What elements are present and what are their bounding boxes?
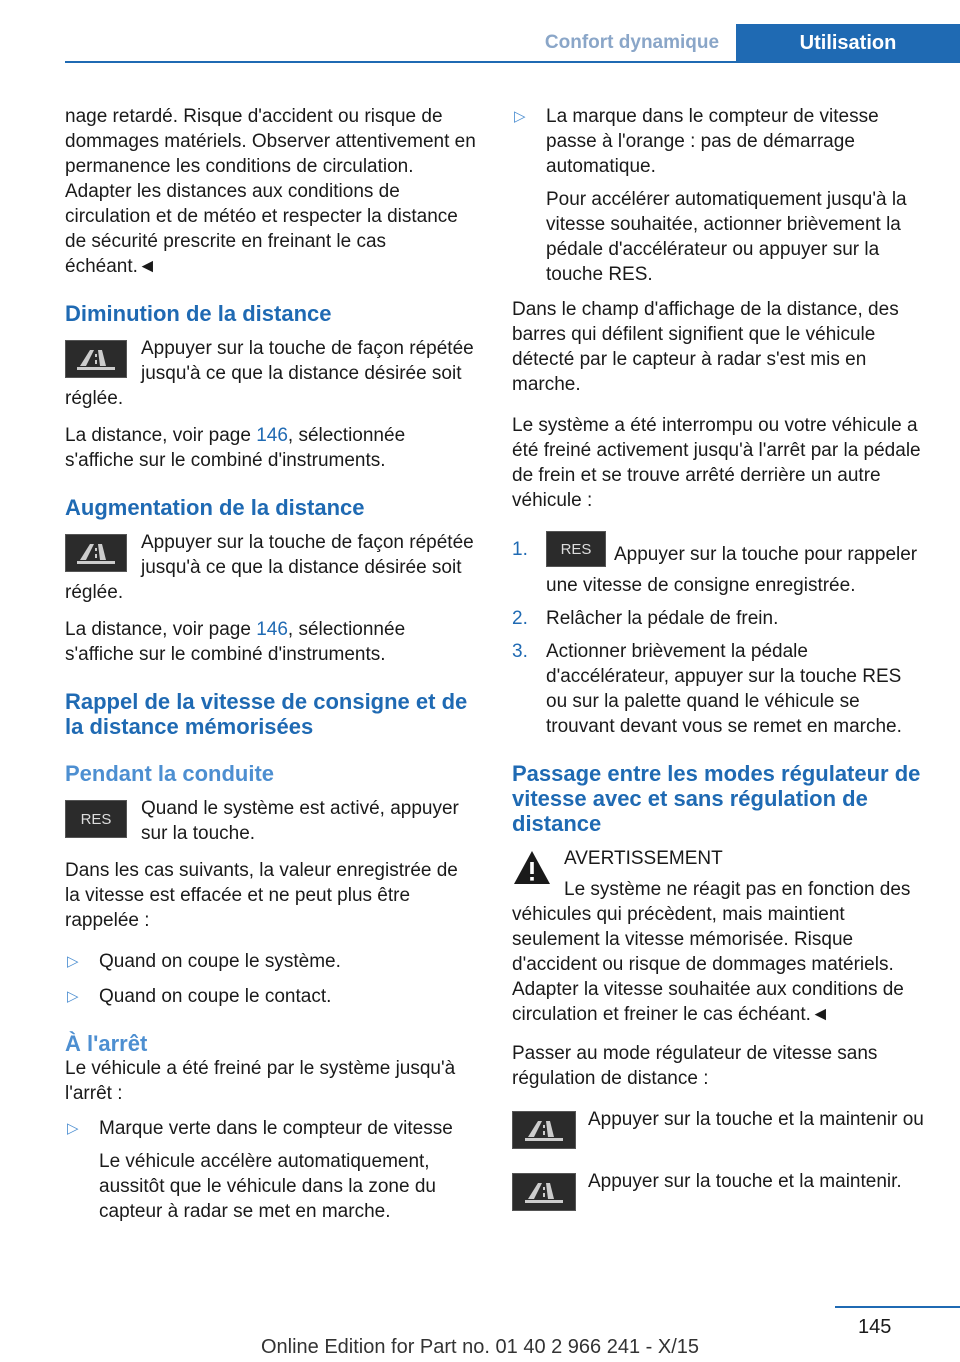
page-link[interactable]: 146 (256, 619, 288, 640)
warning-block (512, 846, 926, 1027)
heading-rappel: Rappel de la vitesse de consigne et de la distance mémorisées (65, 689, 468, 739)
distance-button-block (65, 336, 477, 411)
text: Appuyer sur la touche pour rappeler une vitesse de consigne enregistrée. (546, 544, 918, 596)
list-item (512, 537, 926, 598)
left-column (65, 104, 477, 1234)
text: La marque dans le compteur de vitesse passe à l'orange : pas de démarrage automatique. (546, 106, 879, 177)
text: Actionner brièvement la pédale d'accélérateur, appuyer sur la touche RES ou sur la palette quand le véhicule se trouvant devant vous se remet en marche. (546, 641, 902, 737)
list-subtext: Pour accélérer automatiquement jusqu'à la vitesse souhaitée, actionner brièvement la pédale d'accélérateur ou appuyer sur la touche RES. (546, 189, 907, 285)
heading-diminution: Diminution de la distance (65, 301, 332, 326)
text: Relâcher la pédale de frein. (546, 608, 779, 629)
list-item (65, 949, 477, 974)
paragraph: Dans le champ d'affichage de la distance, des barres qui défilent signifient que le véhicule détecté par le capteur à radar s'est mis en marche. (512, 299, 899, 395)
right-column (512, 104, 926, 1231)
heading-passage: Passage entre les modes régulateur de vitesse avec et sans régulation de distance (512, 761, 921, 836)
bullet-list (65, 1116, 477, 1224)
res-button-icon: RES (546, 531, 606, 567)
chapter-tab[interactable]: Utilisation (736, 24, 960, 62)
dim-text: Appuyer sur la touche de façon répétée jusqu'à ce que la distance désirée soit réglée. (65, 338, 474, 409)
text: La distance, voir page (65, 619, 257, 640)
list-subtext: Le véhicule accélère automatiquement, aussitôt que le véhicule dans la zone du capteur à radar se met en marche. (99, 1151, 436, 1222)
triangle-bullet-icon: ▷ (67, 953, 79, 970)
heading-pendant: Pendant la conduite (65, 761, 275, 786)
distance-button-icon (65, 534, 127, 572)
hold-button-block (512, 1169, 926, 1217)
pendant-text: Quand le système est activé, appuyer sur la touche. (141, 798, 459, 844)
distance-button-icon (512, 1173, 576, 1211)
list-item (65, 1116, 477, 1224)
road-icon (74, 540, 118, 566)
numbered-list (512, 537, 926, 739)
hold-text: Appuyer sur la touche et la maintenir. (588, 1171, 902, 1192)
paragraph: Le système a été interrompu ou votre véhicule a été freiné activement jusqu'à l'arrêt par la pédale de frein et se trouve arrêté derrière un autre véhicule : (512, 415, 921, 511)
heading-augmentation: Augmentation de la distance (65, 495, 365, 520)
bullet-list (512, 104, 926, 287)
warning-title: AVERTISSEMENT (564, 848, 723, 869)
paragraph: Dans les cas suivants, la valeur enregistrée de la vitesse est effacée et ne peut plus être rappelée : (65, 860, 458, 931)
text: Quand on coupe le contact. (99, 986, 332, 1007)
paragraph: Passer au mode régulateur de vitesse sans régulation de distance : (512, 1043, 878, 1089)
edition-footer: Online Edition for Part no. 01 40 2 966 241 - X/15 (260, 1336, 700, 1358)
page-number: 145 (858, 1316, 892, 1338)
res-button-icon: RES (65, 800, 127, 838)
road-icon (522, 1117, 566, 1143)
text: Quand on coupe le système. (99, 951, 341, 972)
footer-rule (835, 1306, 960, 1308)
list-item (65, 984, 477, 1009)
warning-text: Le système ne réagit pas en fonction des véhicules qui précèdent, mais maintient seulement la vitesse mémorisée. Risque d'accident ou risque de dommages matériels. Adapter la vitesse souhaitée aux conditions de circulation et freiner le cas échéant.◄ (512, 879, 911, 1025)
page-link[interactable]: 146 (256, 425, 288, 446)
step-number: 2. (512, 608, 528, 629)
paragraph (65, 617, 477, 667)
distance-button-icon (65, 340, 127, 378)
page-header (528, 24, 960, 62)
list-item (512, 104, 926, 287)
step-number: 1. (512, 539, 528, 560)
bullet-list (65, 949, 477, 1009)
distance-button-icon (512, 1111, 576, 1149)
distance-button-block (65, 530, 477, 605)
hold-button-block (512, 1107, 926, 1155)
heading-arret: À l'arrêt (65, 1031, 148, 1056)
list-item (512, 639, 926, 739)
paragraph (65, 423, 477, 473)
header-rule (65, 61, 960, 63)
warning-triangle-icon (512, 848, 552, 888)
res-button-block (65, 796, 477, 846)
paragraph: Le véhicule a été freiné par le système jusqu'à l'arrêt : (65, 1058, 456, 1104)
triangle-bullet-icon: ▷ (514, 108, 526, 125)
triangle-bullet-icon: ▷ (67, 988, 79, 1005)
text: , sélectionnée s'affiche sur le combiné d'instruments. (65, 425, 406, 471)
triangle-bullet-icon: ▷ (67, 1120, 79, 1137)
text: La distance, voir page (65, 425, 257, 446)
paragraph: nage retardé. Risque d'accident ou risque de dommages matériels. Observer attentivement en permanence les conditions de circulation. Adapter les distances aux conditions de circulation et de météo et respecter la distance de sécurité prescrite en freinant le cas échéant.◄ (65, 106, 476, 277)
section-tab[interactable]: Confort dynamique (544, 32, 720, 53)
hold-text: Appuyer sur la touche et la maintenir ou (588, 1109, 924, 1130)
list-item (512, 606, 926, 631)
road-icon (74, 346, 118, 372)
step-number: 3. (512, 641, 528, 662)
text: Marque verte dans le compteur de vitesse (99, 1118, 453, 1139)
aug-text: Appuyer sur la touche de façon répétée jusqu'à ce que la distance désirée soit réglée. (65, 532, 474, 603)
road-icon (522, 1179, 566, 1205)
text: , sélectionnée s'affiche sur le combiné d'instruments. (65, 619, 406, 665)
